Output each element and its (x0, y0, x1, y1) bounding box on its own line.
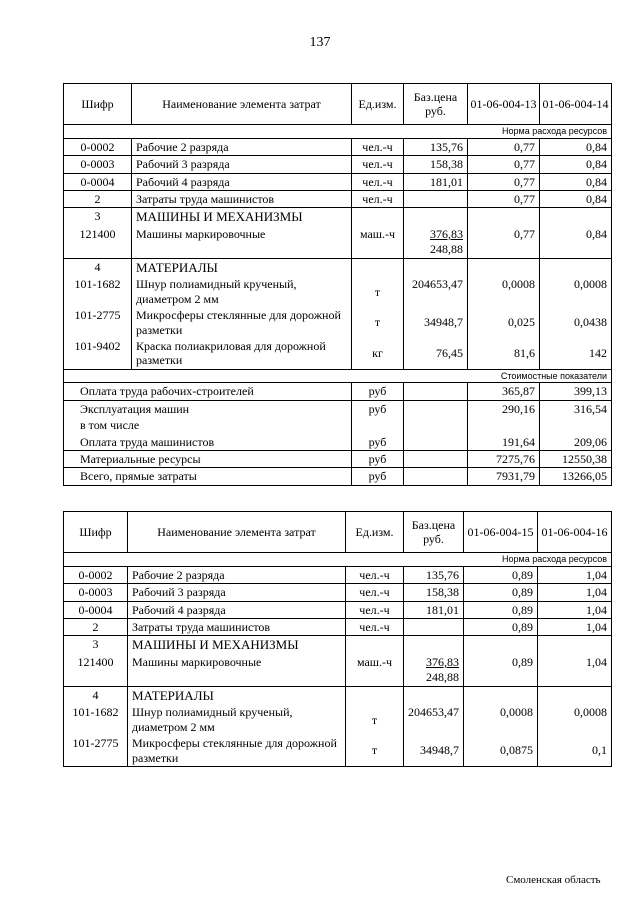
summary-value-b: 12550,38 (540, 451, 612, 468)
section-row (64, 258, 612, 276)
cell-code: 4 (64, 686, 128, 704)
cell-unit: кг (352, 338, 404, 369)
cell-price (404, 686, 464, 704)
cell-name: Микросферы стеклянные для дорожной разметки (128, 735, 346, 766)
header-base-price: Баз.цена руб. (404, 84, 468, 125)
cell-unit: чел.-ч (346, 618, 404, 635)
cell-code: 4 (64, 258, 132, 276)
cell-price: 158,38 (404, 584, 464, 601)
table-row (64, 156, 612, 173)
table-row (64, 670, 612, 686)
cell-norm-a: 0,77 (468, 156, 540, 173)
summary-value-b: 399,13 (540, 383, 612, 400)
cell-unit: маш.-ч (346, 654, 404, 670)
cell-norm-b: 1,04 (538, 566, 612, 583)
cell-norm-b: 1,04 (538, 601, 612, 618)
summary-row (64, 417, 612, 433)
cell-norm-a: 0,77 (468, 173, 540, 190)
cell-unit (346, 686, 404, 704)
cell-code: 0-0004 (64, 173, 132, 190)
cell-price: 158,38 (404, 156, 468, 173)
cell-unit: т (346, 735, 404, 766)
section-title: МАШИНЫ И МЕХАНИЗМЫ (128, 636, 346, 654)
summary-label: Всего, прямые затраты (64, 468, 352, 485)
summary-label: Эксплуатация машин (64, 400, 352, 417)
cell-unit (346, 670, 404, 686)
cell-code: 0-0002 (64, 138, 132, 155)
summary-unit: руб (352, 383, 404, 400)
section-row (64, 208, 612, 226)
cell-unit: чел.-ч (352, 190, 404, 207)
cell-unit: чел.-ч (346, 601, 404, 618)
cell-price: 76,45 (404, 338, 468, 369)
cell-name (128, 670, 346, 686)
summary-unit: руб (352, 468, 404, 485)
table-row (64, 566, 612, 583)
cell-norm-b: 0,84 (540, 156, 612, 173)
summary-value-b (540, 417, 612, 433)
cell-norm-a: 0,77 (468, 226, 540, 242)
table-row (64, 226, 612, 242)
cell-norm-a (464, 686, 538, 704)
cell-price: 34948,7 (404, 735, 464, 766)
summary-label: Оплата труда машинистов (64, 434, 352, 451)
header-base-price: Баз.цена руб. (404, 512, 464, 553)
cell-code: 101-1682 (64, 704, 128, 735)
cell-unit: чел.-ч (352, 156, 404, 173)
summary-row (64, 400, 612, 417)
cell-name: Рабочие 2 разряда (132, 138, 352, 155)
header-name: Наименование элемента затрат (132, 84, 352, 125)
cell-code: 101-9402 (64, 338, 132, 369)
cell-price: 34948,7 (404, 307, 468, 338)
cell-name: Микросферы стеклянные для дорожной разметки (132, 307, 352, 338)
cell-unit (352, 242, 404, 258)
summary-unit (352, 417, 404, 433)
summary-value-a: 290,16 (468, 400, 540, 417)
cell-price (404, 618, 464, 635)
cell-norm-a (468, 208, 540, 226)
cell-price (404, 258, 468, 276)
cell-code: 0-0004 (64, 601, 128, 618)
cell-norm-b: 142 (540, 338, 612, 369)
summary-value-a: 7931,79 (468, 468, 540, 485)
cell-name (132, 242, 352, 258)
table-row (64, 276, 612, 307)
table-row (64, 584, 612, 601)
cell-norm-a (464, 636, 538, 654)
cell-norm-a: 0,0008 (464, 704, 538, 735)
cell-unit: т (346, 704, 404, 735)
summary-value-a: 7275,76 (468, 451, 540, 468)
header-row (64, 512, 612, 553)
summary-value-b: 13266,05 (540, 468, 612, 485)
section-row (64, 636, 612, 654)
cell-name: Рабочие 2 разряда (128, 566, 346, 583)
table-row (64, 173, 612, 190)
cell-norm-b (540, 258, 612, 276)
cell-name: Машины маркировочные (132, 226, 352, 242)
table-row (64, 138, 612, 155)
cell-code: 3 (64, 636, 128, 654)
summary-row (64, 451, 612, 468)
cell-unit: чел.-ч (352, 138, 404, 155)
cell-name: Машины маркировочные (128, 654, 346, 670)
cell-name: Шнур полиамидный крученый, диаметром 2 мм (128, 704, 346, 735)
header-unit: Ед.изм. (346, 512, 404, 553)
cost-subheader (64, 369, 612, 383)
cell-norm-a: 0,89 (464, 618, 538, 635)
cell-code: 2 (64, 190, 132, 207)
cell-price (404, 636, 464, 654)
cell-price: 181,01 (404, 173, 468, 190)
cell-norm-a (468, 258, 540, 276)
cell-price: 376,83 (404, 226, 468, 242)
cell-unit: чел.-ч (352, 173, 404, 190)
summary-value-a: 191,64 (468, 434, 540, 451)
table-row (64, 704, 612, 735)
cell-norm-a: 0,025 (468, 307, 540, 338)
summary-value-a (468, 417, 540, 433)
header-code: Шифр (64, 84, 132, 125)
section-title: МАТЕРИАЛЫ (128, 686, 346, 704)
cell-unit (352, 258, 404, 276)
table-row (64, 654, 612, 670)
section-title: МАТЕРИАЛЫ (132, 258, 352, 276)
header-norm-14: 01-06-004-14 (540, 84, 612, 125)
cell-norm-b: 0,84 (540, 190, 612, 207)
cell-norm-a: 0,89 (464, 566, 538, 583)
header-norm-13: 01-06-004-13 (468, 84, 540, 125)
cell-price (404, 208, 468, 226)
cell-unit: т (352, 307, 404, 338)
cell-code (64, 242, 132, 258)
cell-norm-b (538, 686, 612, 704)
norm-label: Норма расхода ресурсов (64, 125, 612, 139)
table-row (64, 307, 612, 338)
cell-name: Шнур полиамидный крученый, диаметром 2 мм (132, 276, 352, 307)
header-norm-15: 01-06-004-15 (464, 512, 538, 553)
header-name: Наименование элемента затрат (128, 512, 346, 553)
cell-name: Рабочий 4 разряда (132, 173, 352, 190)
table-row (64, 190, 612, 207)
summary-unit: руб (352, 451, 404, 468)
cell-price: 204653,47 (404, 704, 464, 735)
cell-norm-b: 0,84 (540, 173, 612, 190)
cell-norm-b: 1,04 (538, 584, 612, 601)
section-title: МАШИНЫ И МЕХАНИЗМЫ (132, 208, 352, 226)
summary-label: Оплата труда рабочих-строителей (64, 383, 352, 400)
cell-norm-b (538, 636, 612, 654)
cell-code: 2 (64, 618, 128, 635)
summary-unit: руб (352, 400, 404, 417)
summary-unit: руб (352, 434, 404, 451)
cell-price: 135,76 (404, 566, 464, 583)
cell-price: 135,76 (404, 138, 468, 155)
summary-value-b: 316,54 (540, 400, 612, 417)
norm-subheader (64, 553, 612, 567)
cell-norm-a: 0,0008 (468, 276, 540, 307)
norm-subheader (64, 125, 612, 139)
cell-norm-b: 0,0008 (540, 276, 612, 307)
cell-norm-b: 0,0008 (538, 704, 612, 735)
cell-price: 376,83 (404, 654, 464, 670)
cell-norm-a: 0,89 (464, 654, 538, 670)
cell-norm-b: 1,04 (538, 618, 612, 635)
summary-row (64, 383, 612, 400)
cell-norm-a: 0,89 (464, 601, 538, 618)
summary-row (64, 434, 612, 451)
section-row (64, 686, 612, 704)
cell-code: 101-2775 (64, 735, 128, 766)
cell-unit (346, 636, 404, 654)
cell-norm-b (540, 208, 612, 226)
cell-norm-a: 0,77 (468, 138, 540, 155)
cell-code: 101-2775 (64, 307, 132, 338)
cell-code: 101-1682 (64, 276, 132, 307)
cell-norm-a: 0,77 (468, 190, 540, 207)
cell-code: 0-0002 (64, 566, 128, 583)
summary-row (64, 468, 612, 485)
table-row (64, 338, 612, 369)
cell-norm-b: 0,84 (540, 226, 612, 242)
header-row (64, 84, 612, 125)
cell-norm-b: 0,0438 (540, 307, 612, 338)
page-number: 137 (309, 35, 331, 50)
cell-code (64, 670, 128, 686)
footer-region: Смоленская область (506, 874, 601, 886)
cell-code: 0-0003 (64, 584, 128, 601)
cell-code: 121400 (64, 226, 132, 242)
cell-norm-b (540, 242, 612, 258)
cell-code: 0-0003 (64, 156, 132, 173)
cell-name: Рабочий 4 разряда (128, 601, 346, 618)
cell-unit: т (352, 276, 404, 307)
cell-name: Краска полиакриловая для дорожной разметки (132, 338, 352, 369)
cell-norm-a (468, 242, 540, 258)
cell-unit: маш.-ч (352, 226, 404, 242)
cell-norm-a: 81,6 (468, 338, 540, 369)
header-code: Шифр (64, 512, 128, 553)
cell-norm-b: 0,84 (540, 138, 612, 155)
cell-price: 181,01 (404, 601, 464, 618)
table-row (64, 735, 612, 766)
cell-norm-b (538, 670, 612, 686)
cell-name: Затраты труда машинистов (128, 618, 346, 635)
summary-value-a: 365,87 (468, 383, 540, 400)
cell-price (404, 190, 468, 207)
summary-label: Материальные ресурсы (64, 451, 352, 468)
summary-value-b: 209,06 (540, 434, 612, 451)
summary-label: в том числе (64, 417, 352, 433)
cost-label: Стоимостные показатели (64, 369, 612, 383)
cell-price-wage: 248,88 (404, 670, 464, 686)
table-row (64, 601, 612, 618)
cell-norm-a: 0,89 (464, 584, 538, 601)
cell-unit: чел.-ч (346, 566, 404, 583)
table-row (64, 618, 612, 635)
cell-price: 204653,47 (404, 276, 468, 307)
cell-name: Рабочий 3 разряда (128, 584, 346, 601)
cell-norm-b: 0,1 (538, 735, 612, 766)
cell-norm-b: 1,04 (538, 654, 612, 670)
cell-price-wage: 248,88 (404, 242, 468, 258)
cell-norm-a (464, 670, 538, 686)
table-row (64, 242, 612, 258)
cell-unit: чел.-ч (346, 584, 404, 601)
resource-table-2 (63, 511, 612, 767)
cell-name: Затраты труда машинистов (132, 190, 352, 207)
cell-name: Рабочий 3 разряда (132, 156, 352, 173)
header-norm-16: 01-06-004-16 (538, 512, 612, 553)
header-unit: Ед.изм. (352, 84, 404, 125)
cell-code: 3 (64, 208, 132, 226)
norm-label: Норма расхода ресурсов (64, 553, 612, 567)
cell-unit (352, 208, 404, 226)
resource-table-1 (63, 83, 612, 486)
cell-code: 121400 (64, 654, 128, 670)
cell-norm-a: 0,0875 (464, 735, 538, 766)
